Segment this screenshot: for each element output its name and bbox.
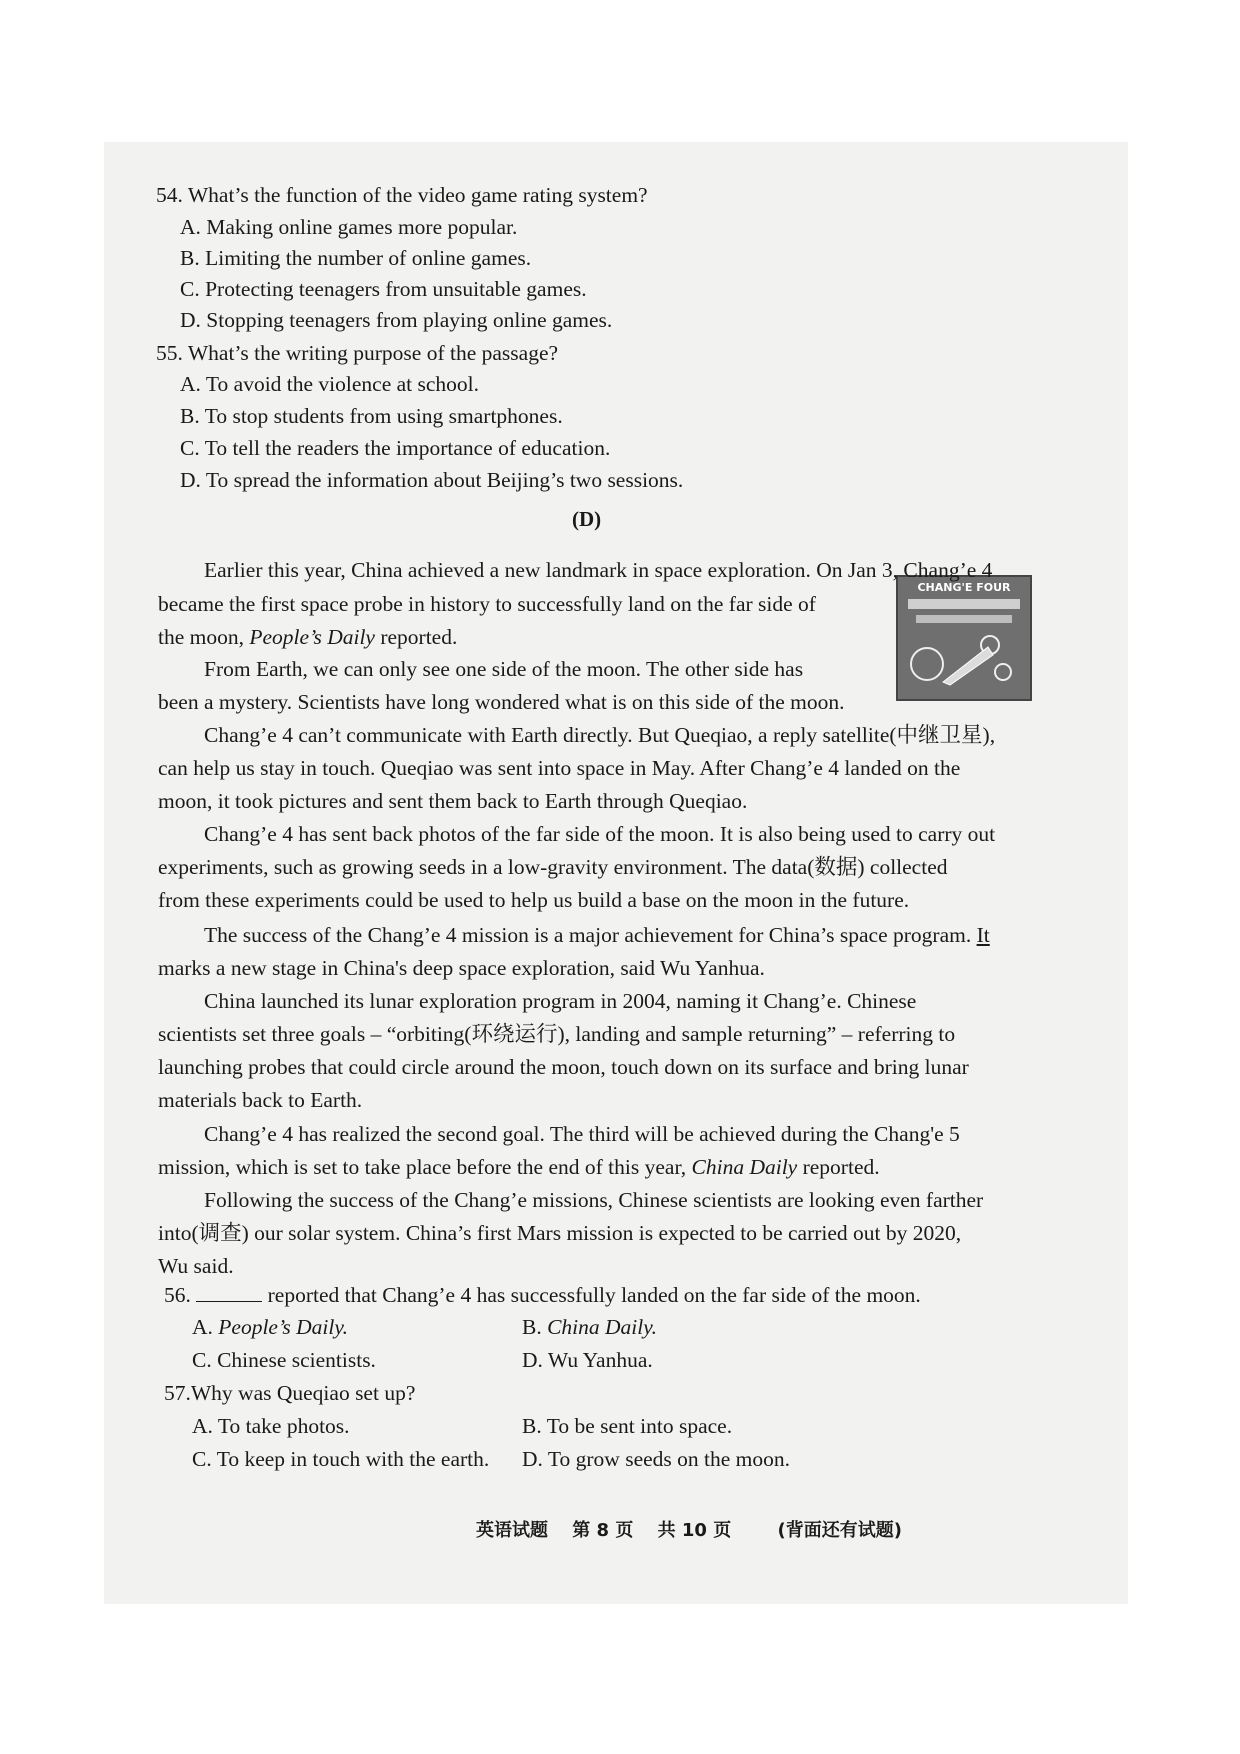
passage-p6-line4: materials back to Earth. <box>158 1088 363 1112</box>
q57-question: 57.Why was Queqiao set up? <box>164 1381 416 1405</box>
q57-option-d: D. To grow seeds on the moon. <box>522 1447 791 1471</box>
passage-p3-line3: moon, it took pictures and sent them back to Earth through Queqiao. <box>158 789 748 813</box>
q57-option-c: C. To keep in touch with the earth. <box>192 1447 490 1471</box>
q55-option-a: A. To avoid the violence at school. <box>180 372 480 396</box>
page-footer <box>476 1516 920 1542</box>
passage-p4-line1: Chang’e 4 has sent back photos of the far side of the moon. It is also being used to carry out <box>204 822 996 846</box>
answer-blank[interactable] <box>196 1283 262 1302</box>
passage-p3-line2: can help us stay in touch. Queqiao was sent into space in May. After Chang’e 4 landed on the <box>158 756 961 780</box>
section-title: (D) <box>572 507 602 531</box>
q55-option-b: B. To stop students from using smartphones. <box>180 404 563 428</box>
underlined-word: It <box>976 923 990 947</box>
q55-option-c: C. To tell the readers the importance of education. <box>180 436 611 460</box>
option-text: People’s Daily. <box>218 1315 349 1339</box>
passage-p6-line3: launching probes that could circle around the moon, touch down on its surface and bring lunar <box>158 1055 969 1079</box>
passage-p5-line1 <box>204 922 990 948</box>
option-text: China Daily. <box>547 1315 657 1339</box>
footer-page: 第 8 页 <box>572 1520 634 1541</box>
text-span: reported. <box>797 1155 880 1179</box>
passage-p8-line1: Following the success of the Chang’e missions, Chinese scientists are looking even farther <box>204 1188 984 1212</box>
q54-option-b: B. Limiting the number of online games. <box>180 246 532 270</box>
text-span: the moon, <box>158 625 250 649</box>
q56-question <box>164 1282 921 1308</box>
passage-p4-line3: from these experiments could be used to help us build a base on the moon in the future. <box>158 888 910 912</box>
q55-option-d: D. To spread the information about Beijing’s two sessions. <box>180 468 684 492</box>
passage-p6-line1: China launched its lunar exploration program in 2004, naming it Chang’e. Chinese <box>204 989 917 1013</box>
q57-option-b: B. To be sent into space. <box>522 1414 733 1438</box>
q55-question: 55. What’s the writing purpose of the passage? <box>156 341 559 365</box>
question-stem: reported that Chang’e 4 has successfully landed on the far side of the moon. <box>262 1283 921 1307</box>
option-letter: B. <box>522 1315 548 1339</box>
newspaper-name: People’s Daily <box>249 625 375 649</box>
option-letter: A. <box>192 1315 219 1339</box>
passage-p2-line2: been a mystery. Scientists have long wondered what is on this side of the moon. <box>158 690 845 714</box>
poster-title: CHANG'E FOUR <box>917 581 1011 594</box>
passage-p3-line1: Chang’e 4 can’t communicate with Earth directly. But Queqiao, a reply satellite(中继卫星), <box>204 723 996 747</box>
passage-p7-line1: Chang’e 4 has realized the second goal. The third will be achieved during the Chang'e 5 <box>204 1122 960 1146</box>
question-number: 56. <box>164 1283 191 1307</box>
q54-question: 54. What’s the function of the video game rating system? <box>156 183 648 207</box>
q56-option-a <box>192 1314 348 1340</box>
passage-p5-line2: marks a new stage in China's deep space exploration, said Wu Yanhua. <box>158 956 765 980</box>
passage-p1-line3 <box>158 624 1083 650</box>
q57-option-a: A. To take photos. <box>192 1414 350 1438</box>
passage-p8-line3: Wu said. <box>158 1254 234 1278</box>
text-span: reported. <box>374 625 458 649</box>
text-span: mission, which is set to take place before the end of this year, <box>158 1155 692 1179</box>
q56-option-d: D. Wu Yanhua. <box>522 1348 653 1372</box>
footer-note: (背面还有试题) <box>777 1520 902 1541</box>
passage-p7-line2 <box>158 1154 1083 1180</box>
passage-p1-line2: became the first space probe in history to successfully land on the far side of <box>158 592 816 616</box>
passage-p4-line2: experiments, such as growing seeds in a low-gravity environment. The data(数据) collected <box>158 855 948 879</box>
q56-option-b <box>522 1314 657 1340</box>
footer-subject: 英语试题 <box>476 1520 548 1541</box>
passage-p2-line1: From Earth, we can only see one side of the moon. The other side has <box>204 657 804 681</box>
q54-option-c: C. Protecting teenagers from unsuitable games. <box>180 277 587 301</box>
q54-option-d: D. Stopping teenagers from playing online games. <box>180 308 613 332</box>
footer-total: 共 10 页 <box>657 1520 732 1541</box>
passage-p8-line2: into(调查) our solar system. China’s first Mars mission is expected to be carried out by 2020, <box>158 1221 962 1245</box>
q56-option-c: C. Chinese scientists. <box>192 1348 376 1372</box>
passage-p1-line1: Earlier this year, China achieved a new landmark in space exploration. On Jan 3, Chang’e 4 <box>204 558 993 582</box>
text-span: The success of the Chang’e 4 mission is a major achievement for China’s space program. <box>204 923 977 947</box>
newspaper-name: China Daily <box>691 1155 798 1179</box>
q54-option-a: A. Making online games more popular. <box>180 215 518 239</box>
passage-p6-line2: scientists set three goals – “orbiting(环绕运行), landing and sample returning” – referring to <box>158 1022 956 1046</box>
